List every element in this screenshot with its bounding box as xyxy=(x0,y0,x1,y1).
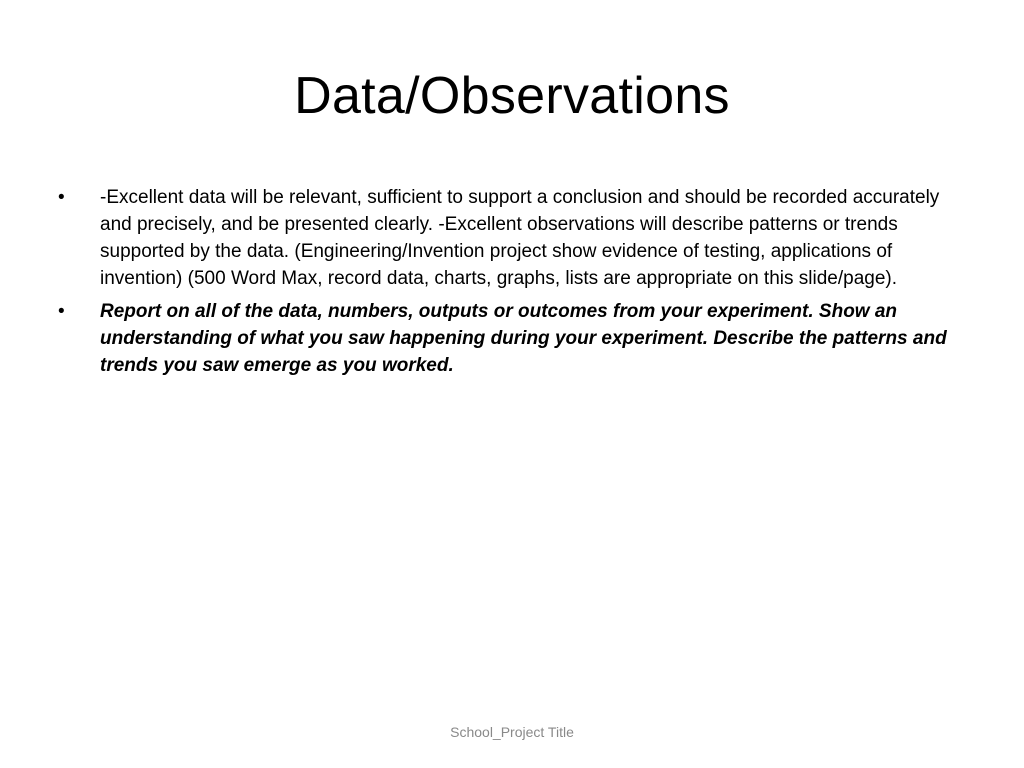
bullet-dot-icon: • xyxy=(58,187,65,208)
bullet-list xyxy=(58,184,958,385)
bullet-item-guidelines xyxy=(58,184,958,292)
bullet-text-emphasis: Report on all of the data, numbers, outputs or outcomes from your experiment. Show an understanding of what you saw happening during your experiment. Describe the patterns and trends you saw emerge as you worked. xyxy=(100,301,947,376)
bullet-text: -Excellent data will be relevant, sufficient to support a conclusion and should be recorded accurately and precisely, and be presented clearly. -Excellent observations will describe patterns or trends supported by the data. (Engineering/Invention project show evidence of testing, applications of invention) (500 Word Max, record data, charts, graphs, lists are appropriate on this slide/page). xyxy=(100,187,940,289)
bullet-dot-icon: • xyxy=(58,301,65,322)
slide-title: Data/Observations xyxy=(294,67,730,125)
slide-footer: School_Project Title xyxy=(450,724,574,740)
bullet-item-instructions xyxy=(58,298,958,379)
